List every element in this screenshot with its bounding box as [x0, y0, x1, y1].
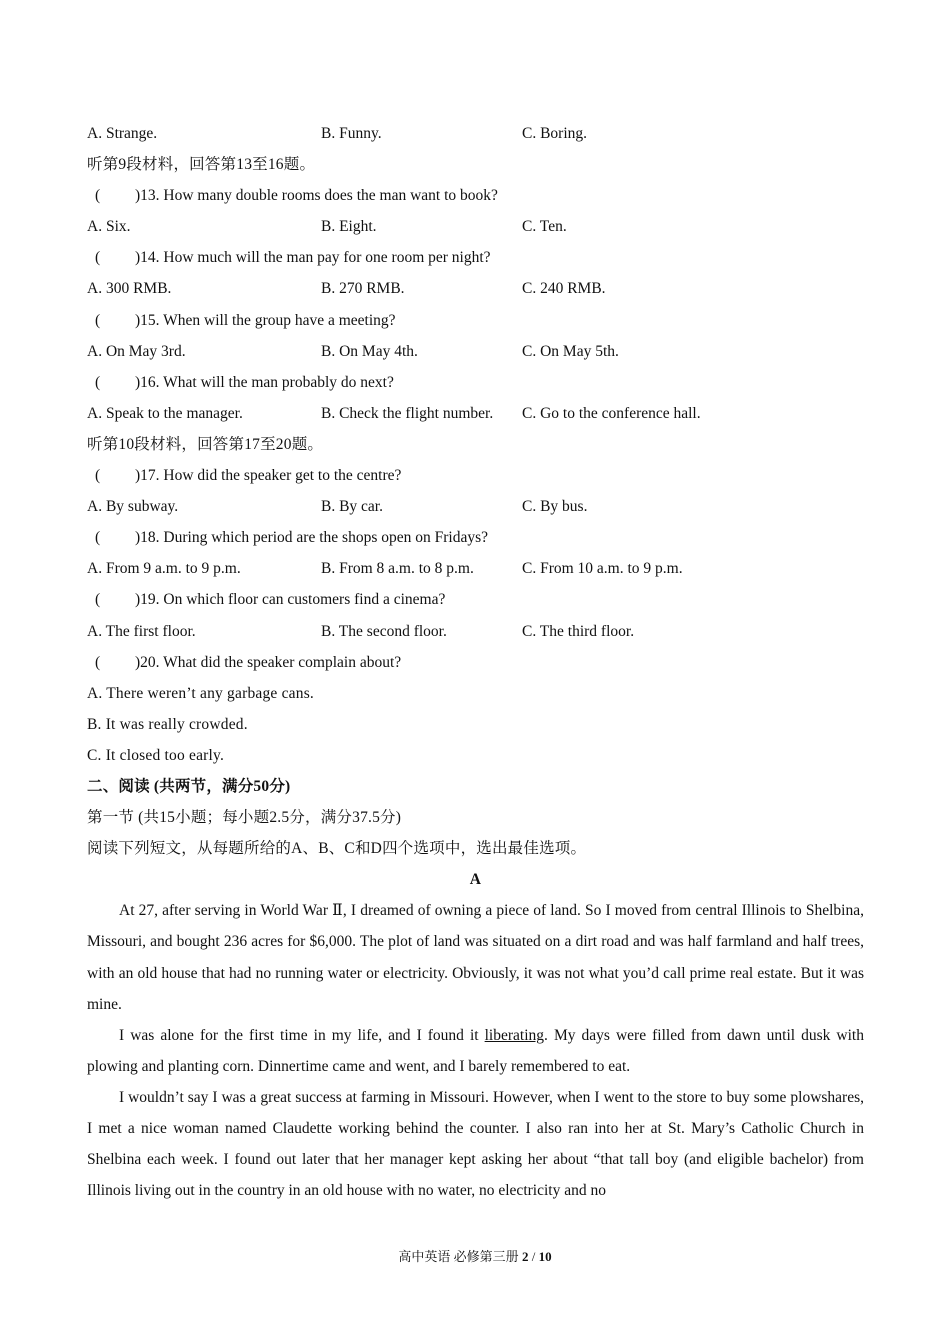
option-a: A. The first floor. — [87, 622, 196, 640]
question-text: )18. During which period are the shops open on Fridays? — [135, 529, 488, 547]
question-text: )17. How did the speaker get to the centre? — [135, 467, 402, 485]
option-c: C. 240 RMB. — [522, 280, 606, 298]
passage-label: A — [469, 871, 482, 889]
option-b: B. From 8 a.m. to 8 p.m. — [321, 560, 474, 578]
option-b: B. On May 4th. — [321, 342, 418, 360]
passage-text: . My days were filled from dawn until dusk with plowing and planting corn. Dinnertime came and went, and I barely remembered to eat. — [87, 1026, 864, 1075]
option-b: B. 270 RMB. — [321, 280, 405, 298]
footer-separator: / — [528, 1249, 539, 1264]
question-text: )20. What did the speaker complain about? — [135, 653, 402, 671]
option-row — [87, 398, 864, 429]
question-line — [87, 180, 864, 211]
question-text: )13. How many double rooms does the man want to book? — [135, 187, 498, 205]
option-row — [87, 273, 864, 304]
question-line — [87, 305, 864, 336]
option-c: C. By bus. — [522, 498, 588, 516]
option-b: B. By car. — [321, 498, 383, 516]
option-c: C. From 10 a.m. to 9 p.m. — [522, 560, 683, 578]
answer-blank: ( — [95, 249, 101, 267]
option-a: A. From 9 a.m. to 9 p.m. — [87, 560, 241, 578]
answer-blank: ( — [95, 653, 101, 671]
question-text: )14. How much will the man pay for one room per night? — [135, 249, 491, 267]
option-c: C. Boring. — [522, 125, 588, 142]
answer-blank: ( — [95, 187, 101, 205]
text-line: 第一节 (共15小题；每小题2.5分，满分37.5分) — [87, 809, 402, 827]
option-c: C. On May 5th. — [522, 342, 619, 360]
answer-blank: ( — [95, 591, 101, 609]
option-b: B. The second floor. — [321, 622, 447, 640]
question-text: )16. What will the man probably do next? — [135, 373, 394, 391]
option-a: A. 300 RMB. — [87, 280, 172, 298]
option-b: B. Eight. — [321, 218, 377, 236]
section-heading: 二、阅读 (共两节，满分50分) — [87, 777, 291, 795]
option-row — [87, 118, 864, 149]
option-row — [87, 211, 864, 242]
passage-paragraph-1: At 27, after serving in World War Ⅱ, I dreamed of owning a piece of land. So I moved from central Illinois to Shelbina, Missouri, and bought 236 acres for $6,000. The plot of land was situated on a dirt road and was half farmland and half trees, with an old house that had no running water or electricity. Obviously, it was not what you’d call prime real estate. But it was mine. — [87, 902, 864, 1013]
passage-text: I was alone for the first time in my life, and I found it — [119, 1026, 485, 1044]
question-line — [87, 242, 864, 273]
footer-page-number: 2 — [521, 1249, 529, 1264]
passage-paragraph-2 — [87, 1020, 864, 1082]
footer-course: 高中英语 必修第三册 — [398, 1249, 519, 1264]
text-line: C. It closed too early. — [87, 746, 225, 764]
option-b: B. Funny. — [321, 125, 382, 142]
footer-page-total: 10 — [538, 1249, 552, 1264]
answer-blank: ( — [95, 373, 101, 391]
question-text: )15. When will the group have a meeting? — [135, 311, 396, 329]
text-line: 阅读下列短文，从每题所给的A、B、C和D四个选项中，选出最佳选项。 — [87, 840, 587, 858]
underlined-word: liberating — [484, 1026, 545, 1044]
question-line — [87, 460, 864, 491]
question-line — [87, 522, 864, 553]
option-a: A. Speak to the manager. — [87, 404, 243, 422]
document-page — [87, 118, 864, 1206]
question-line — [87, 367, 864, 398]
option-a: A. On May 3rd. — [87, 342, 186, 360]
option-b: B. Check the flight number. — [321, 404, 494, 422]
question-text: )19. On which floor can customers find a cinema? — [135, 591, 446, 609]
question-line — [87, 647, 864, 678]
text-line: 听第10段材料，回答第17至20题。 — [87, 435, 324, 453]
option-a: A. Six. — [87, 218, 131, 236]
option-c: C. The third floor. — [522, 622, 635, 640]
text-line: A. There weren’t any garbage cans. — [87, 684, 315, 702]
option-a: A. By subway. — [87, 498, 179, 516]
option-row — [87, 336, 864, 367]
answer-blank: ( — [95, 311, 101, 329]
option-a: A. Strange. — [87, 125, 158, 142]
answer-blank: ( — [95, 529, 101, 547]
option-c: C. Ten. — [522, 218, 567, 236]
text-line: B. It was really crowded. — [87, 715, 248, 733]
passage-paragraph-3: I wouldn’t say I was a great success at farming in Missouri. However, when I went to the store to buy some plowshares, I met a nice woman named Claudette working behind the counter. I also ran into her at St. Mary’s Catholic Church in Shelbina each week. I found out later that her manager kept asking her about “that tall boy (and eligible bachelor) from Illinois living out in the country in an old house with no water, no electricity and no — [87, 1088, 864, 1200]
text-line: 听第9段材料，回答第13至16题。 — [87, 156, 316, 174]
question-list — [87, 118, 864, 895]
page-footer — [0, 1246, 950, 1265]
option-row — [87, 491, 864, 522]
option-c: C. Go to the conference hall. — [522, 404, 701, 422]
answer-blank: ( — [95, 467, 101, 485]
option-row — [87, 553, 864, 584]
option-row — [87, 616, 864, 647]
question-line — [87, 584, 864, 615]
